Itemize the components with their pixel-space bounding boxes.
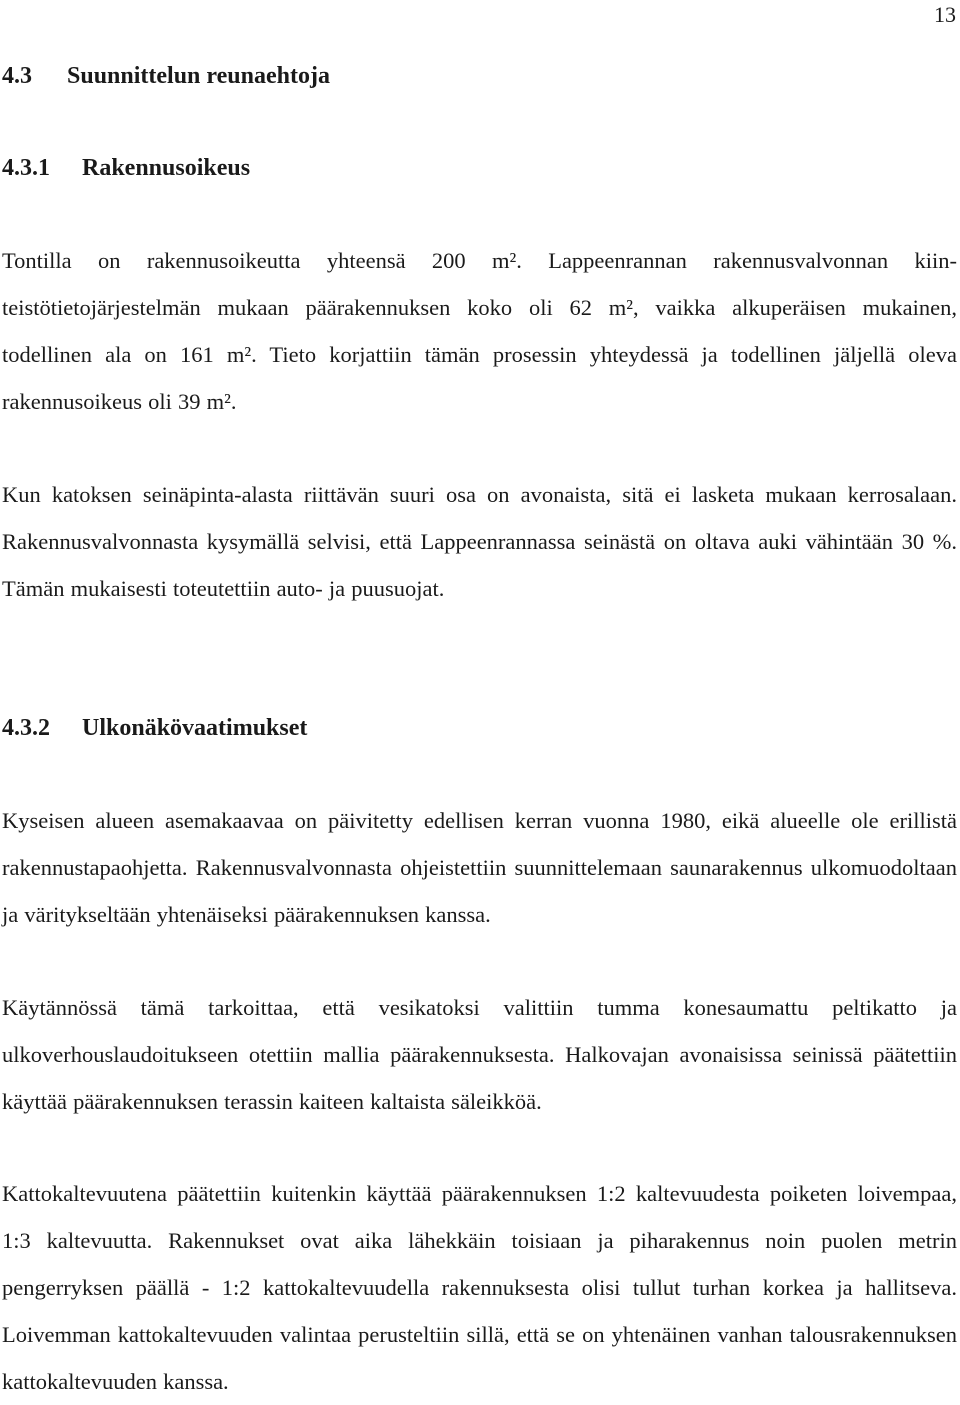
page-number: 13 xyxy=(934,2,956,27)
subsection-title: Ulkonäkövaatimukset xyxy=(82,715,308,741)
section-title: Suunnittelun reunaehtoja xyxy=(67,63,330,89)
paragraph-ulkonakovaatimukset-1: Kyseisen alueen asemakaavaa on päivitetty edellisen kerran vuonna 1980, eikä alueelle ole erillistä rakennustapaohjetta. Rakennusvalvonnasta ohjeistettiin suunnittelemaan saunarakennus ulkomuodoltaan ja väritykseltään yhtenäiseksi päärakennuksen kanssa. xyxy=(2,808,957,927)
section-heading xyxy=(2,62,330,90)
section-number: 4.3 xyxy=(2,63,32,89)
paragraph-rakennusoikeus-1: Tontilla on rakennusoikeutta yhteensä 200 m². Lappeenrannan rakennusvalvonnan kiinteistötietojärjestelmän mukaan päärakennuksen koko oli 62 m², vaikka alkuperäisen mukainen, todellinen ala on 161 m². Tieto korjattiin tämän prosessin yhteydessä ja todellinen jäljellä oleva rakennusoikeus oli 39 m². xyxy=(2,248,957,414)
subsection-number: 4.3.2 xyxy=(2,715,50,741)
subsection-title: Rakennusoikeus xyxy=(82,155,251,181)
subsection-number: 4.3.1 xyxy=(2,155,50,181)
paragraph-ulkonakovaatimukset-2: Käytännössä tämä tarkoittaa, että vesikatoksi valittiin tumma konesaumattu peltikatto ja ulkoverhouslaudoitukseen otettiin mallia päärakennuksesta. Halkovajan avonaisissa seinissä päätettiin käyttää päärakennuksen terassin kaiteen kaltaista säleikköä. xyxy=(2,995,957,1114)
subsection-heading-rakennusoikeus xyxy=(2,154,250,182)
paragraph-ulkonakovaatimukset-3: Kattokaltevuutena päätettiin kuitenkin käyttää päärakennuksen 1:2 kaltevuudesta poiketen loivempaa, 1:3 kaltevuutta. Rakennukset ovat aika lähekkäin toisiaan ja piharakennus noin puolen metrin pengerryksen päällä - 1:2 kattokaltevuudella rakennuksesta olisi tullut turhan korkea ja hallitseva. Loivemman kattokaltevuuden valintaa perusteltiin sillä, että se on yhtenäinen vanhan talousrakennuksen kattokaltevuuden kanssa. xyxy=(2,1181,957,1394)
subsection-heading-ulkonakovaatimukset xyxy=(2,714,307,742)
paragraph-rakennusoikeus-2: Kun katoksen seinäpinta-alasta riittävän suuri osa on avonaista, sitä ei lasketa mukaan kerrosalaan. Rakennusvalvonnasta kysymällä selvisi, että Lappeenrannassa seinästä on oltava auki vähintään 30 %. Tämän mukaisesti toteutettiin auto- ja puusuojat. xyxy=(2,482,957,601)
